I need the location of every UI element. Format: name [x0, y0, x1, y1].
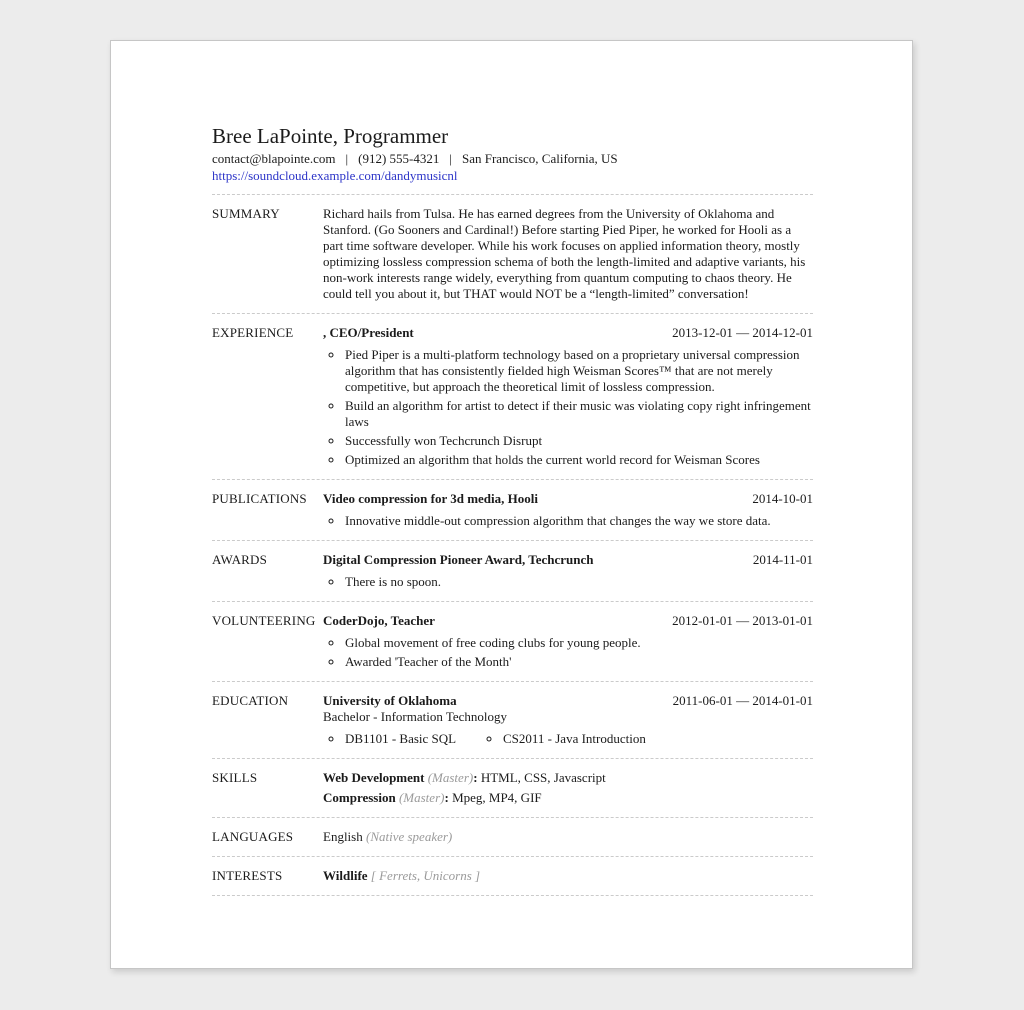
award-bullet-list — [323, 574, 813, 590]
section-skills — [212, 758, 813, 817]
section-experience — [212, 313, 813, 479]
resume-sections — [212, 194, 813, 896]
list-item: ◦ Pied Piper is a multi-platform technology based on a proprietary universal compression algorithm that has consistently fielded high Weisman Scores™ that are not merely competitive, but approach the theoretical limit of lossless compression. — [344, 347, 813, 395]
section-education — [212, 681, 813, 758]
publication-title: Video compression for 3d media, Hooli — [323, 491, 538, 506]
education-date-range: 2011-06-01 — 2014-01-01 — [672, 693, 813, 708]
award-title-row — [323, 552, 813, 568]
publication-date: 2014-10-01 — [752, 491, 813, 506]
section-label-experience: EXPERIENCE — [212, 325, 294, 340]
education-institution: University of Oklahoma — [323, 693, 457, 708]
list-item: ◦ Optimized an algorithm that holds the current world record for Weisman Scores — [344, 452, 813, 468]
interest-name: Wildlife — [323, 868, 368, 883]
award-title: Digital Compression Pioneer Award, Techcrunch — [323, 552, 594, 567]
section-label-awards: AWARDS — [212, 552, 268, 567]
list-item: ◦ Innovative middle-out compression algorithm that changes the way we store data. — [344, 513, 813, 529]
skill-level: (Master) — [398, 790, 445, 805]
skill-name: Compression — [323, 790, 396, 805]
publication-bullet-list — [323, 513, 813, 529]
experience-bullet-list — [323, 347, 813, 468]
list-item: ◦ Build an algorithm for artist to detect if their music was violating copy right infringement laws — [344, 398, 813, 430]
section-label-skills: SKILLS — [212, 770, 258, 785]
section-label-volunteering: VOLUNTEERING — [212, 613, 316, 628]
website-line — [212, 168, 813, 184]
section-interests — [212, 856, 813, 895]
publication-title-row — [323, 491, 813, 507]
contact-separator: | — [345, 151, 349, 166]
resume-name: Bree LaPointe, Programmer — [212, 124, 449, 148]
section-label-publications: PUBLICATIONS — [212, 491, 307, 506]
experience-date-range: 2013-12-01 — 2014-12-01 — [672, 325, 813, 340]
contact-line — [212, 151, 813, 167]
experience-title-row — [323, 325, 813, 341]
skill-colon: : — [473, 770, 478, 785]
section-languages — [212, 817, 813, 856]
skill-colon: : — [444, 790, 449, 805]
resume-header — [212, 124, 813, 184]
contact-separator: | — [449, 151, 452, 166]
experience-title: , CEO/President — [323, 325, 414, 340]
skill-item — [323, 790, 813, 806]
list-item: ◦ Awarded 'Teacher of the Month' — [344, 654, 813, 670]
skill-keywords: Mpeg, MP4, GIF — [452, 790, 542, 805]
volunteering-title: CoderDojo, Teacher — [323, 613, 435, 628]
list-item: ◦ There is no spoon. — [344, 574, 813, 590]
resume-content — [111, 41, 912, 896]
contact-location: San Francisco, California, US — [461, 151, 618, 166]
volunteering-bullet-list — [323, 635, 813, 670]
language-fluency: (Native speaker) — [365, 829, 453, 844]
skill-keywords: HTML, CSS, Javascript — [480, 770, 606, 785]
list-item: ◦ Successfully won Techcrunch Disrupt — [344, 433, 813, 449]
section-volunteering — [212, 601, 813, 681]
skill-level: (Master) — [427, 770, 474, 785]
list-item: ◦ CS2011 - Java Introduction — [502, 731, 813, 747]
education-course-list — [323, 731, 813, 747]
skill-name: Web Development — [323, 770, 425, 785]
list-item: ◦ DB1101 - Basic SQL — [344, 731, 502, 747]
contact-email: contact@blapointe.com — [212, 151, 336, 166]
volunteering-title-row — [323, 613, 813, 629]
summary-text: Richard hails from Tulsa. He has earned degrees from the University of Oklahoma and Stanford. (Go Sooners and Cardinal!) Before starting Pied Piper, he worked for Hooli as a part time software developer. While his work focuses on applied information theory, mostly optimizing lossless compression schema of both the length-limited and adaptive variants, his non-work interests range widely, everything from quantum computing to chaos theory. He could tell you about it, but THAT would NOT be a “length-limited” conversation! — [323, 206, 806, 301]
contact-phone: (912) 555-4321 — [358, 151, 440, 166]
volunteering-date-range: 2012-01-01 — 2013-01-01 — [672, 613, 813, 628]
list-item: ◦ Global movement of free coding clubs for young people. — [344, 635, 813, 651]
section-publications — [212, 479, 813, 540]
section-awards — [212, 540, 813, 601]
education-title-row — [323, 693, 813, 709]
award-date: 2014-11-01 — [752, 552, 813, 567]
skill-item — [323, 770, 813, 786]
section-label-education: EDUCATION — [212, 693, 289, 708]
section-label-languages: LANGUAGES — [212, 829, 294, 844]
language-name: English — [323, 829, 363, 844]
interest-keywords: [ Ferrets, Unicorns ] — [370, 868, 481, 883]
section-label-summary: SUMMARY — [212, 206, 280, 221]
resume-document — [110, 40, 913, 969]
section-summary — [212, 194, 813, 313]
section-label-interests: INTERESTS — [212, 868, 283, 883]
website-link[interactable]: https://soundcloud.example.com/dandymusicnl — [212, 168, 458, 183]
education-degree: Bachelor - Information Technology — [323, 709, 508, 724]
